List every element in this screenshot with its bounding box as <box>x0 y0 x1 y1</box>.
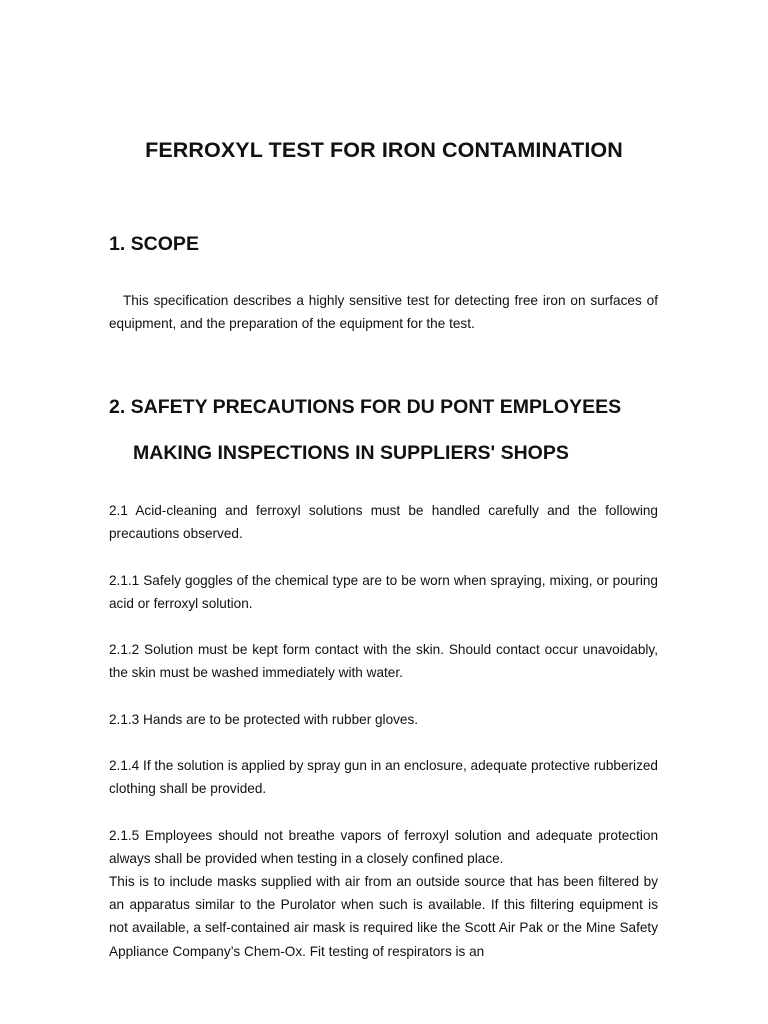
paragraph-2-1: 2.1 Acid-cleaning and ferroxyl solutions must be handled carefully and the following precautions observed. <box>109 503 658 542</box>
scope-paragraph: This specification describes a highly sensitive test for detecting free iron on surfaces of equipment, and the preparation of the equipment for the test. <box>109 293 658 332</box>
section-heading-scope: 1. SCOPE <box>109 233 199 255</box>
paragraph-2-1-5-continued: This is to include masks supplied with air from an outside source that has been filtered by an apparatus similar to the Purolator when such is available. If this filtering equipment is not available, a self-contained air mask is required like the Scott Air Pak or the Mine Safety Appliance Company’s Chem-Ox. Fit testing of respirators is an <box>109 874 658 959</box>
paragraph-2-1-1: 2.1.1 Safely goggles of the chemical type are to be worn when spraying, mixing, or pouring acid or ferroxyl solution. <box>109 573 658 612</box>
paragraph-2-1-5: 2.1.5 Employees should not breathe vapors of ferroxyl solution and adequate protection always shall be provided when testing in a closely confined place. <box>109 828 658 867</box>
paragraph-2-1-3: 2.1.3 Hands are to be protected with rubber gloves. <box>109 712 419 727</box>
paragraph-2-1-2: 2.1.2 Solution must be kept form contact with the skin. Should contact occur unavoidably, the skin must be washed immediately with water. <box>109 642 658 681</box>
paragraph-2-1-4: 2.1.4 If the solution is applied by spray gun in an enclosure, adequate protective rubberized clothing shall be provided. <box>109 758 658 797</box>
section-heading-safety: 2. SAFETY PRECAUTIONS FOR DU PONT EMPLOYEES <box>109 396 622 418</box>
document-title: FERROXYL TEST FOR IRON CONTAMINATION <box>145 138 623 162</box>
section-heading-safety-continued: MAKING INSPECTIONS IN SUPPLIERS' SHOPS <box>133 442 569 464</box>
